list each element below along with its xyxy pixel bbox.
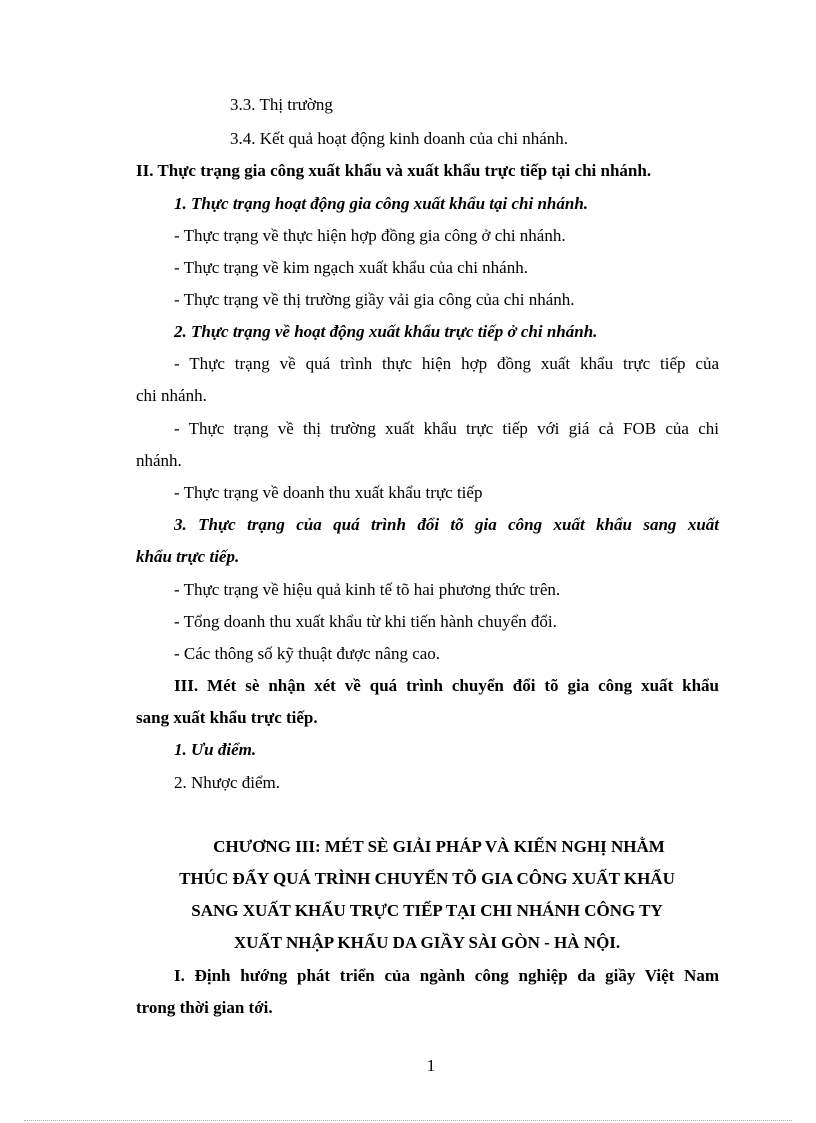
item-II-3-a: - Thực trạng về hiệu quả kinh tế tõ hai phương thức trên. [174, 580, 561, 599]
item-II-2-b: - Thực trạng về thị trường xuất khẩu trực tiếp với giá cả FOB của chi [174, 419, 719, 438]
heading-chapter-III-I: I. Định hướng phát triển của ngành công nghiệp da giầy Việt Nam [174, 966, 719, 985]
page-bottom-border [24, 1120, 792, 1121]
heading-section-III-cont: sang xuất khẩu trực tiếp. [136, 708, 318, 727]
subheading-II-1: 1. Thực trạng hoạt động gia công xuất khẩu tại chi nhánh. [174, 194, 589, 213]
item-II-1-b: - Thực trạng về kim ngạch xuất khẩu của chi nhánh. [174, 258, 528, 277]
subheading-II-3: 3. Thực trạng của quá trình đổi tõ gia công xuất khẩu sang xuất [174, 515, 719, 534]
chapter-title-line-3: SANG XUẤT KHẨU TRỰC TIẾP TẠI CHI NHÁNH CÔNG TY [191, 901, 663, 920]
heading-section-II: II. Thực trạng gia công xuất khẩu và xuất khẩu trực tiếp tại chi nhánh. [136, 161, 652, 180]
page-number: 1 [426, 1056, 436, 1075]
item-II-1-a: - Thực trạng về thực hiện hợp đồng gia công ở chi nhánh. [174, 226, 566, 245]
subheading-III-2: 2. Nhược điểm. [174, 773, 281, 792]
subheading-III-1: 1. Ưu điểm. [174, 740, 257, 759]
section-3-4: 3.4. Kết quả hoạt động kinh doanh của chi nhánh. [230, 129, 569, 148]
heading-section-III: III. Mét sè nhận xét về quá trình chuyển đổi tõ gia công xuất khẩu [174, 676, 719, 695]
item-II-2-b-cont: nhánh. [136, 451, 182, 470]
item-II-2-c: - Thực trạng về doanh thu xuất khẩu trực tiếp [174, 483, 483, 502]
chapter-title-line-4: XUẤT NHẬP KHẨU DA GIẦY SÀI GÒN - HÀ NỘI. [233, 933, 621, 952]
subheading-II-3-cont: khẩu trực tiếp. [136, 547, 240, 566]
subheading-II-2: 2. Thực trạng về hoạt động xuất khẩu trực tiếp ở chi nhánh. [174, 322, 598, 341]
item-II-2-a: - Thực trạng về quá trình thực hiện hợp đồng xuất khẩu trực tiếp của [174, 354, 719, 373]
item-II-3-b: - Tổng doanh thu xuất khẩu từ khi tiến hành chuyển đổi. [174, 612, 557, 631]
chapter-title-line-1: CHƯƠNG III: MÉT SÈ GIẢI PHÁP VÀ KIẾN NGHỊ NHẰM [213, 837, 665, 856]
heading-chapter-III-I-cont: trong thời gian tới. [136, 998, 273, 1017]
item-II-3-c: - Các thông số kỹ thuật được nâng cao. [174, 644, 441, 663]
section-3-3: 3.3. Thị trường [230, 95, 333, 114]
item-II-1-c: - Thực trạng về thị trường giầy vải gia công của chi nhánh. [174, 290, 575, 309]
item-II-2-a-cont: chi nhánh. [136, 386, 207, 405]
chapter-title-line-2: THÚC ĐẨY QUÁ TRÌNH CHUYỂN TÕ GIA CÔNG XUẤT KHẨU [179, 869, 675, 888]
